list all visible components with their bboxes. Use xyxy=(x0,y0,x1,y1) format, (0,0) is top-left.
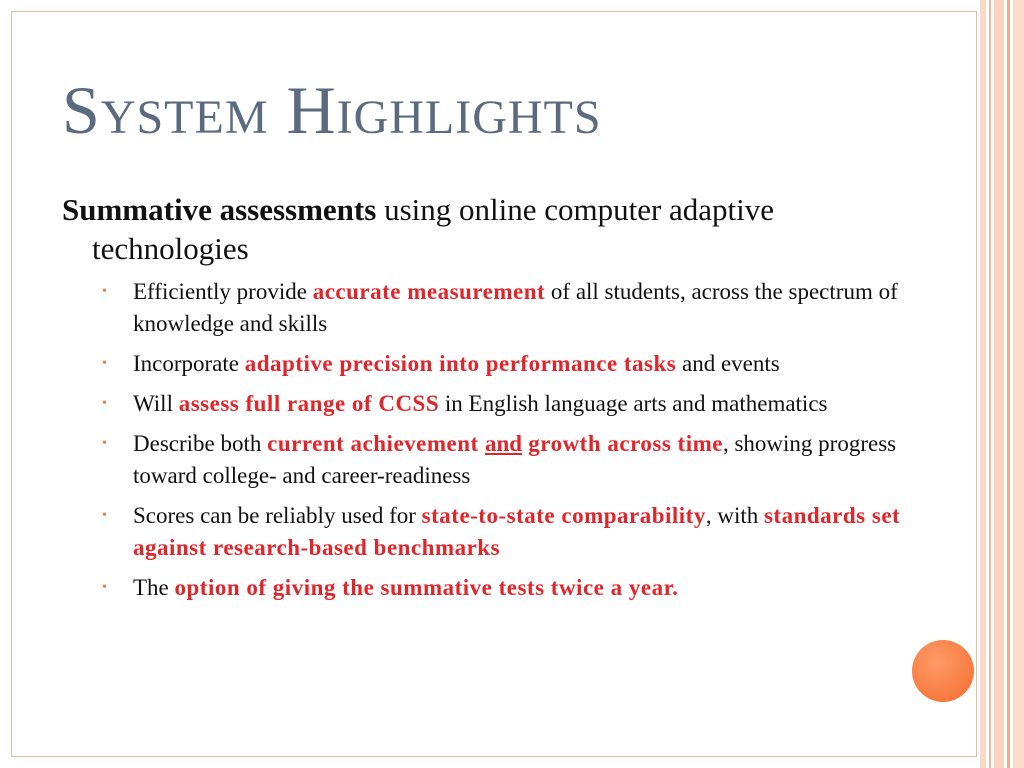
bullet-highlight: accurate measurement xyxy=(312,279,546,304)
bullet-item xyxy=(62,572,922,604)
bullet-highlight: state-to-state comparability xyxy=(421,503,706,528)
bullet-text: in English language arts and mathematics xyxy=(439,391,828,416)
bullet-item xyxy=(62,500,922,564)
bullet-highlight: assess full range of CCSS xyxy=(178,391,440,416)
decor-stripe xyxy=(980,0,986,768)
lead-text xyxy=(62,190,922,268)
bullet-text: Scores can be reliably used for xyxy=(133,503,422,528)
bullet-text: , with xyxy=(705,503,764,528)
bullet-dot-icon: • xyxy=(102,508,107,523)
bullet-highlight: and xyxy=(484,431,523,456)
bullet-item xyxy=(62,388,922,420)
bullet-text: of all students, across the spectrum of knowledge and skills xyxy=(133,279,898,336)
bullet-dot-icon: • xyxy=(102,436,107,451)
bullet-item xyxy=(62,428,922,492)
bullet-highlight: standards set against research-based benchmarks xyxy=(133,503,901,560)
bullet-text: , showing progress toward college- and career-readiness xyxy=(133,431,897,488)
bullet-dot-icon: • xyxy=(102,356,107,371)
bullet-highlight: adaptive precision into performance tasks xyxy=(244,351,677,376)
bullet-text: Incorporate xyxy=(133,351,245,376)
bullet-dot-icon: • xyxy=(102,396,107,411)
bullet-item xyxy=(62,276,922,340)
bullet-highlight: growth across time xyxy=(522,431,723,456)
decor-stripe xyxy=(1007,0,1010,768)
bullet-item xyxy=(62,348,922,380)
decor-stripe xyxy=(989,0,991,768)
decor-stripe xyxy=(994,0,1004,768)
bullet-highlight: current achievement xyxy=(267,431,485,456)
decor-stripe xyxy=(1013,0,1024,768)
bullet-text: Efficiently provide xyxy=(133,279,313,304)
bullet-dot-icon: • xyxy=(102,284,107,299)
bullet-text: The xyxy=(133,575,175,600)
lead-rest: using online computer adaptive technologies xyxy=(92,192,775,266)
bullet-text: Will xyxy=(133,391,179,416)
slide-title: System Highlights xyxy=(62,72,602,148)
accent-circle xyxy=(912,640,974,702)
slide-content xyxy=(62,190,922,612)
bullet-text: Describe both xyxy=(133,431,268,456)
bullet-dot-icon: • xyxy=(102,580,107,595)
bullet-text: and events xyxy=(676,351,780,376)
lead-bold: Summative assessments xyxy=(62,192,377,227)
bullet-list xyxy=(62,276,922,604)
bullet-highlight: option of giving the summative tests twice a year. xyxy=(174,575,679,600)
